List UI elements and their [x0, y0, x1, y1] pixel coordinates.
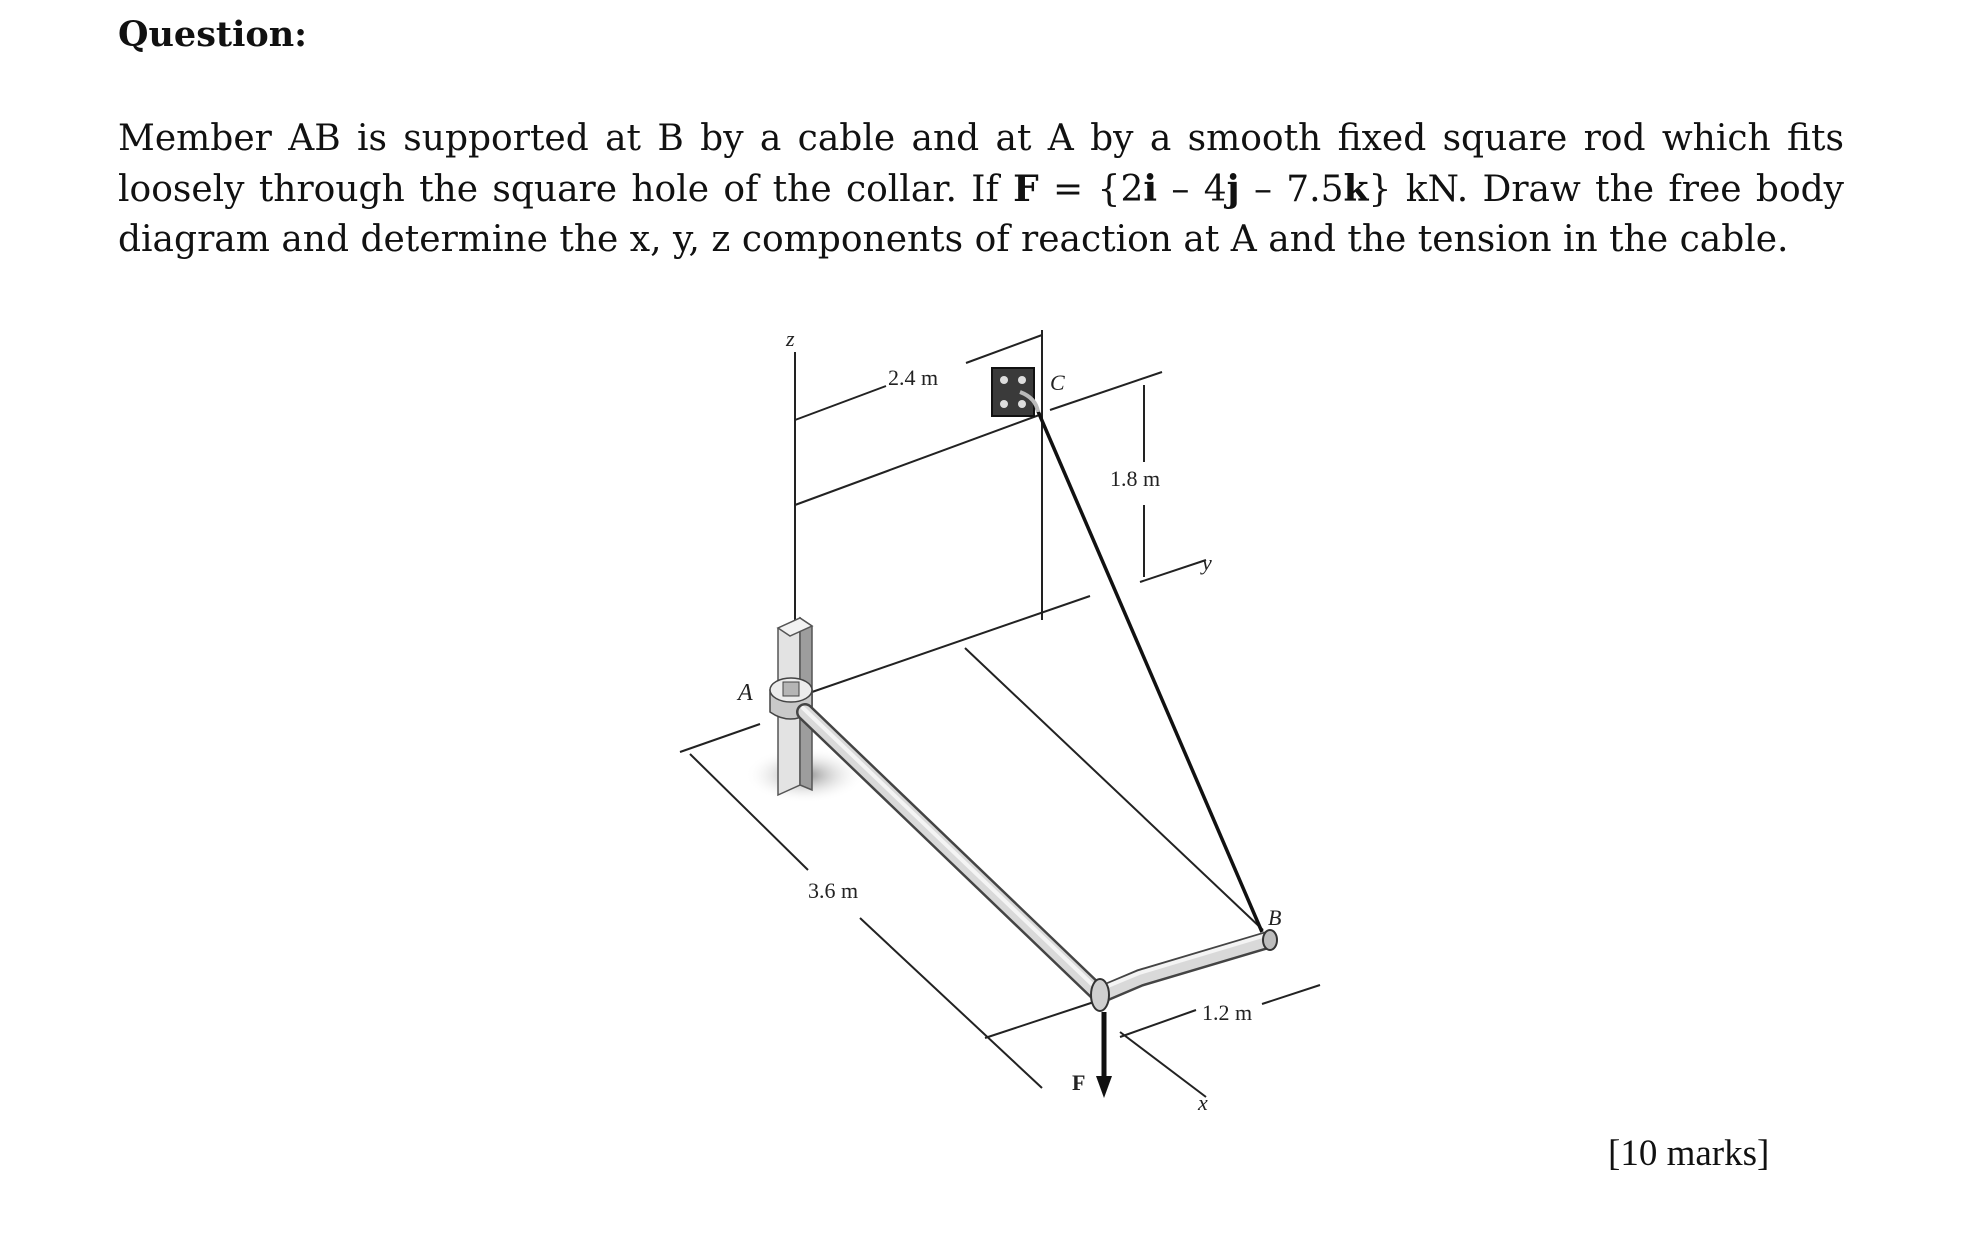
- unit-vector-i: i: [1143, 168, 1158, 210]
- unit-vector-j: j: [1226, 168, 1240, 210]
- wall-top-line: [795, 414, 1042, 505]
- question-text-part-1: Member AB is supported at B by a cable and at A by a smooth fixed square rod which fits loosely through the square hole of the collar. If: [118, 118, 1844, 210]
- dim-short-line-2: [1262, 985, 1320, 1004]
- question-text-part-4: – 7.5: [1239, 169, 1344, 210]
- unit-vector-k: k: [1343, 168, 1369, 210]
- dim-length-ext: [680, 724, 760, 752]
- question-text-part-2: = {2: [1038, 169, 1144, 210]
- end-b-cap: [1263, 930, 1277, 950]
- dim-length-ext-bottom: [985, 1000, 1100, 1038]
- bend-ring: [1091, 979, 1109, 1011]
- dim-top-line-1: [795, 386, 886, 420]
- floor-edge-line: [965, 648, 1263, 930]
- x-axis-line: [1120, 1032, 1206, 1097]
- dim-top-line-2: [966, 335, 1042, 363]
- dim-top-label: 2.4 m: [888, 365, 939, 390]
- question-text-part-3: – 4: [1157, 169, 1227, 210]
- point-a-label: A: [738, 680, 753, 706]
- bracket-c: [992, 368, 1038, 416]
- dim-short-line-1: [1120, 1010, 1196, 1037]
- y-axis-label: y: [1202, 550, 1212, 575]
- construction-lines: [795, 330, 1263, 1097]
- question-heading: Question:: [118, 14, 308, 55]
- force-arrow: [1096, 1012, 1112, 1098]
- z-axis-label: z: [786, 326, 795, 351]
- dim-length-label: 3.6 m: [808, 878, 859, 903]
- dim-height-label: 1.8 m: [1110, 466, 1161, 491]
- member-ab: [803, 708, 1277, 1011]
- point-c-label: C: [1050, 370, 1065, 395]
- dim-short-label: 1.2 m: [1202, 1000, 1253, 1025]
- force-symbol: F: [1013, 168, 1039, 210]
- wall-base-line: [812, 596, 1090, 692]
- marks-label: [10 marks]: [1608, 1133, 1770, 1174]
- dim-length-line-2: [860, 918, 1042, 1088]
- force-label: F: [1072, 1070, 1086, 1095]
- dim-height-ext-top: [1050, 372, 1162, 410]
- y-axis-line: [1140, 560, 1206, 582]
- x-axis-label: x: [1198, 1090, 1208, 1115]
- question-text-part-5: } kN. Draw the free body diagram and determine the x, y, z components of reaction at A and the tension in the cable.: [118, 169, 1844, 260]
- point-b-label: B: [1268, 905, 1282, 930]
